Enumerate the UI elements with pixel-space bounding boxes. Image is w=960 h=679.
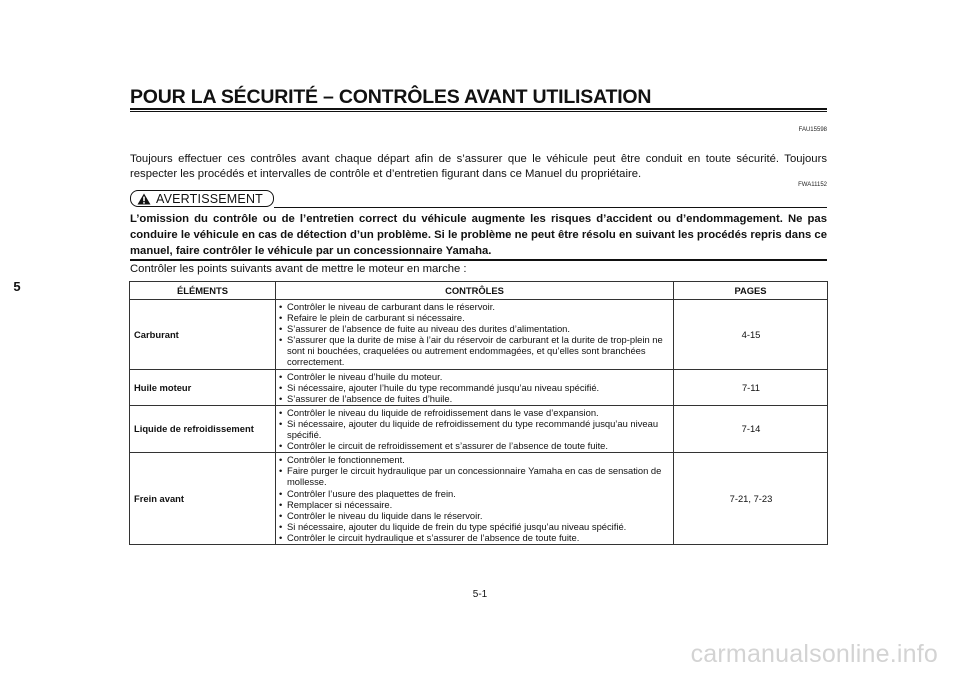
table-header-row (130, 282, 828, 300)
intro-paragraph: Toujours effectuer ces contrôles avant chaque départ afin de s’assurer que le véhicule peut être conduit en toute sécurité. Toujours respecter les procédés et intervalles de contrôle et d’entretien figurant dans ce Manuel du propriétaire. (130, 153, 827, 180)
page-number: 5-1 (472, 589, 488, 600)
row-pages: 7-14 (674, 405, 828, 452)
row-element: Liquide de refroidissement (130, 405, 276, 452)
section-code: FAU15598 (798, 127, 827, 133)
check-item: • S’assurer de l’absence de fuite au niveau des durites d’alimentation. (279, 323, 671, 334)
title-divider (130, 108, 827, 110)
row-checks (276, 300, 674, 370)
row-checks (276, 453, 674, 545)
row-pages: 4-15 (674, 300, 828, 370)
table-row (130, 369, 828, 405)
check-item: • Si nécessaire, ajouter du liquide de refroidissement du type recommandé jusqu’au niveau spécifié. (279, 418, 671, 440)
page-title: POUR LA SÉCURITÉ – CONTRÔLES AVANT UTILISATION (130, 86, 652, 108)
table-row (130, 453, 828, 545)
warning-text: L’omission du contrôle ou de l’entretien correct du véhicule augmente les risques d’accident ou d’endommagement. Ne pas conduire le véhicule en cas de détection d’un problème. Si le problème ne peut être résolu en suivant les procédés repris dans ce manuel, faire contrôler le véhicule par un concessionnaire Yamaha. (130, 213, 827, 257)
check-item: • Contrôler le circuit hydraulique et s’assurer de l’absence de toute fuite. (279, 532, 671, 543)
table-row (130, 405, 828, 452)
check-item: • Contrôler l’usure des plaquettes de frein. (279, 488, 671, 499)
row-element: Carburant (130, 300, 276, 370)
check-item: • Faire purger le circuit hydraulique par un concessionnaire Yamaha en cas de sensation de mollesse. (279, 465, 671, 487)
row-checks (276, 405, 674, 452)
check-item: • S’assurer de l’absence de fuites d’huile. (279, 393, 671, 404)
row-pages: 7-11 (674, 369, 828, 405)
table-row (130, 300, 828, 370)
warning-label: AVERTISSEMENT (156, 191, 264, 206)
check-item: • Refaire le plein de carburant si nécessaire. (279, 312, 671, 323)
header-controls: CONTRÔLES (276, 282, 674, 300)
check-item: • Contrôler le niveau d’huile du moteur. (279, 371, 671, 382)
warning-code: FWA11152 (798, 182, 827, 188)
check-item: • Contrôler le niveau du liquide de refroidissement dans le vase d’expansion. (279, 407, 671, 418)
chapter-tab: 5 (13, 278, 21, 294)
row-pages: 7-21, 7-23 (674, 453, 828, 545)
check-item: • Si nécessaire, ajouter du liquide de frein du type spécifié jusqu’au niveau spécifié. (279, 521, 671, 532)
header-pages: PAGES (674, 282, 828, 300)
check-intro: Contrôler les points suivants avant de mettre le moteur en marche : (130, 263, 467, 275)
row-checks (276, 369, 674, 405)
warning-rule (274, 207, 827, 208)
row-element: Huile moteur (130, 369, 276, 405)
warning-triangle-icon (137, 193, 151, 205)
title-divider-thin (130, 111, 827, 112)
row-element: Frein avant (130, 453, 276, 545)
header-elements: ÉLÉMENTS (130, 282, 276, 300)
checks-table (129, 281, 828, 545)
warning-bottom-rule (130, 259, 827, 261)
check-item: • Contrôler le niveau de carburant dans le réservoir. (279, 301, 671, 312)
watermark: carmanualsonline.info (690, 640, 938, 668)
check-item: • Contrôler le circuit de refroidissement et s’assurer de l’absence de toute fuite. (279, 440, 671, 451)
check-item: • Contrôler le niveau du liquide dans le réservoir. (279, 510, 671, 521)
check-item: • Si nécessaire, ajouter l’huile du type recommandé jusqu’au niveau spécifié. (279, 382, 671, 393)
warning-badge (130, 190, 274, 207)
check-item: • Remplacer si nécessaire. (279, 499, 671, 510)
check-item: • Contrôler le fonctionnement. (279, 454, 671, 465)
check-item: • S’assurer que la durite de mise à l’air du réservoir de carburant et la durite de trop-plein ne sont ni bouchées, craquelées ou autrement endommagées, et qu’elles sont branchées correctement. (279, 334, 671, 367)
